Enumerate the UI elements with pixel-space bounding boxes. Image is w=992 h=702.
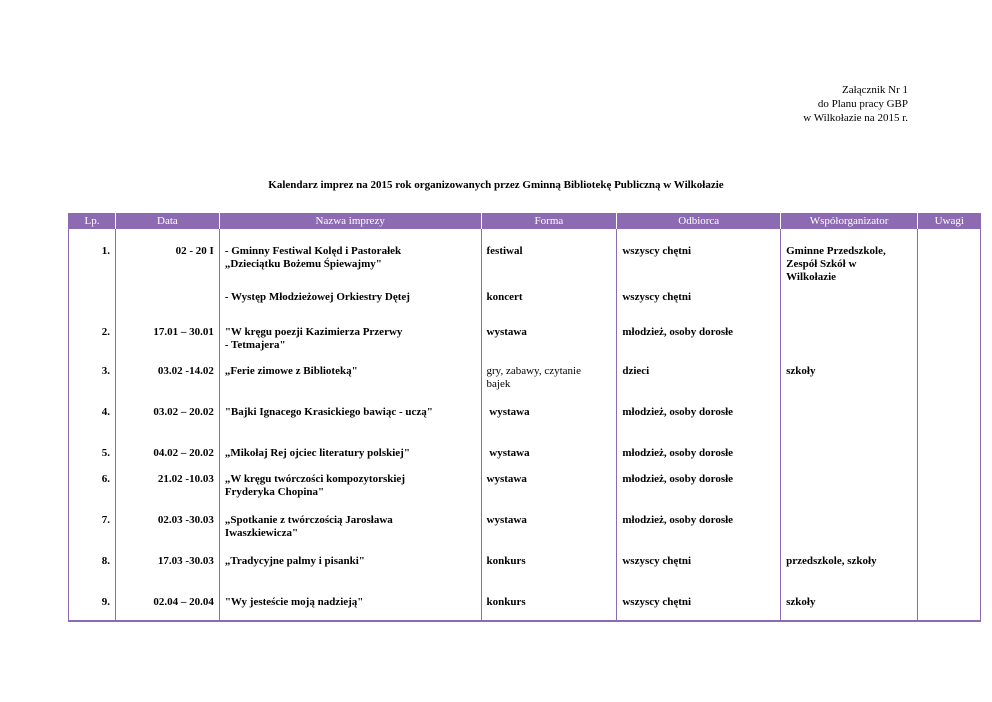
cell-audience [617,229,781,326]
cell-coorganizer [781,514,918,555]
event-name-line: - Gminny Festiwal Kolęd i Pastorałek [224,245,402,257]
cell-lp: 3. [69,365,116,406]
cell-date: 03.02 – 20.02 [115,406,219,447]
cell-form [481,229,617,326]
table-row [69,406,981,447]
cell-audience: młodzież, osoby dorosłe [617,473,781,514]
header-coorganizer: Współorganizator [781,213,918,229]
event-name-line: „Dzieciątku Bożemu Śpiewajmy" [224,258,382,270]
cell-name: „Mikołaj Rej ojciec literatury polskiej" [219,447,481,473]
cell-coorganizer [781,406,918,447]
cell-date: 02.04 – 20.04 [115,596,219,621]
cell-form: wystawa [481,326,617,365]
cell-form [481,365,617,406]
event-name-line: - Tetmajera" [224,339,286,351]
cell-name [219,326,481,365]
cell-audience: wszyscy chętni [617,555,781,596]
event-name-line: „W kręgu twórczości kompozytorskiej [224,473,405,485]
cell-form: wystawa [481,473,617,514]
cell-name [219,229,481,326]
cell-lp: 9. [69,596,116,621]
cell-form: wystawa [481,447,617,473]
table-row [69,447,981,473]
table-row [69,326,981,365]
event-name-line: „Spotkanie z twórczością Jarosława [224,514,393,526]
header-audience: Odbiorca [617,213,781,229]
cell-lp: 2. [69,326,116,365]
form-line: festiwal [486,245,523,257]
cell-date: 17.03 -30.03 [115,555,219,596]
cell-date: 02 - 20 I [115,229,219,326]
cell-form: konkurs [481,596,617,621]
table-row [69,365,981,406]
header-form: Forma [481,213,617,229]
header-date: Data [115,213,219,229]
coorganizer-line: Gminne Przedszkole, [786,245,886,257]
form-line: koncert [486,291,523,303]
form-line: bajek [486,378,511,390]
cell-lp: 5. [69,447,116,473]
table-row [69,596,981,621]
event-name-line: "W kręgu poezji Kazimierza Przerwy [224,326,403,338]
cell-coorganizer: przedszkole, szkoły [781,555,918,596]
cell-name: „Ferie zimowe z Biblioteką" [219,365,481,406]
table-header-row [69,213,981,229]
table-row [69,229,981,326]
cell-notes [918,229,981,326]
form-line: gry, zabawy, czytanie [486,365,581,377]
annex-line: Załącznik Nr 1 [842,84,908,96]
cell-date: 04.02 – 20.02 [115,447,219,473]
cell-notes [918,326,981,365]
events-calendar-table [68,213,981,622]
table-row [69,473,981,514]
cell-form: konkurs [481,555,617,596]
audience-line: wszyscy chętni [622,291,692,303]
cell-audience: młodzież, osoby dorosłe [617,447,781,473]
cell-audience: młodzież, osoby dorosłe [617,514,781,555]
cell-form: wystawa [481,514,617,555]
cell-date: 03.02 -14.02 [115,365,219,406]
cell-date: 21.02 -10.03 [115,473,219,514]
cell-notes [918,406,981,447]
cell-name: "Bajki Ignacego Krasickiego bawiąc - uczą" [219,406,481,447]
cell-notes [918,555,981,596]
cell-name [219,473,481,514]
coorganizer-line: Zespół Szkół w [786,258,857,270]
cell-notes [918,473,981,514]
cell-notes [918,365,981,406]
annex-note [803,83,908,125]
document-title: Kalendarz imprez na 2015 rok organizowanych przez Gminną Bibliotekę Publiczną w Wilkołazie [268,179,724,191]
cell-date: 02.03 -30.03 [115,514,219,555]
cell-notes [918,596,981,621]
cell-audience: wszyscy chętni [617,596,781,621]
annex-line: w Wilkołazie na 2015 r. [803,112,908,124]
table-row [69,555,981,596]
cell-lp: 7. [69,514,116,555]
cell-name: "Wy jesteście moją nadzieją" [219,596,481,621]
annex-line: do Planu pracy GBP [817,98,908,110]
coorganizer-line: Wilkołazie [786,271,837,283]
cell-lp: 1. [69,229,116,326]
cell-coorganizer [781,229,918,326]
cell-audience: młodzież, osoby dorosłe [617,406,781,447]
header-lp: Lp. [69,213,116,229]
header-notes: Uwagi [918,213,981,229]
cell-lp: 8. [69,555,116,596]
event-name-line: Iwaszkiewicza" [224,527,299,539]
cell-lp: 6. [69,473,116,514]
cell-lp: 4. [69,406,116,447]
cell-coorganizer: szkoły [781,596,918,621]
cell-date: 17.01 – 30.01 [115,326,219,365]
cell-audience: dzieci [617,365,781,406]
cell-audience: młodzież, osoby dorosłe [617,326,781,365]
cell-coorganizer: szkoły [781,365,918,406]
cell-name: „Tradycyjne palmy i pisanki" [219,555,481,596]
cell-notes [918,447,981,473]
event-name-line: - Występ Młodzieżowej Orkiestry Dętej [224,291,410,303]
audience-line: wszyscy chętni [622,245,692,257]
cell-name [219,514,481,555]
header-name: Nazwa imprezy [219,213,481,229]
event-name-line: Fryderyka Chopina" [224,486,325,498]
table-row [69,514,981,555]
cell-coorganizer [781,447,918,473]
cell-notes [918,514,981,555]
cell-coorganizer [781,326,918,365]
cell-coorganizer [781,473,918,514]
cell-form: wystawa [481,406,617,447]
